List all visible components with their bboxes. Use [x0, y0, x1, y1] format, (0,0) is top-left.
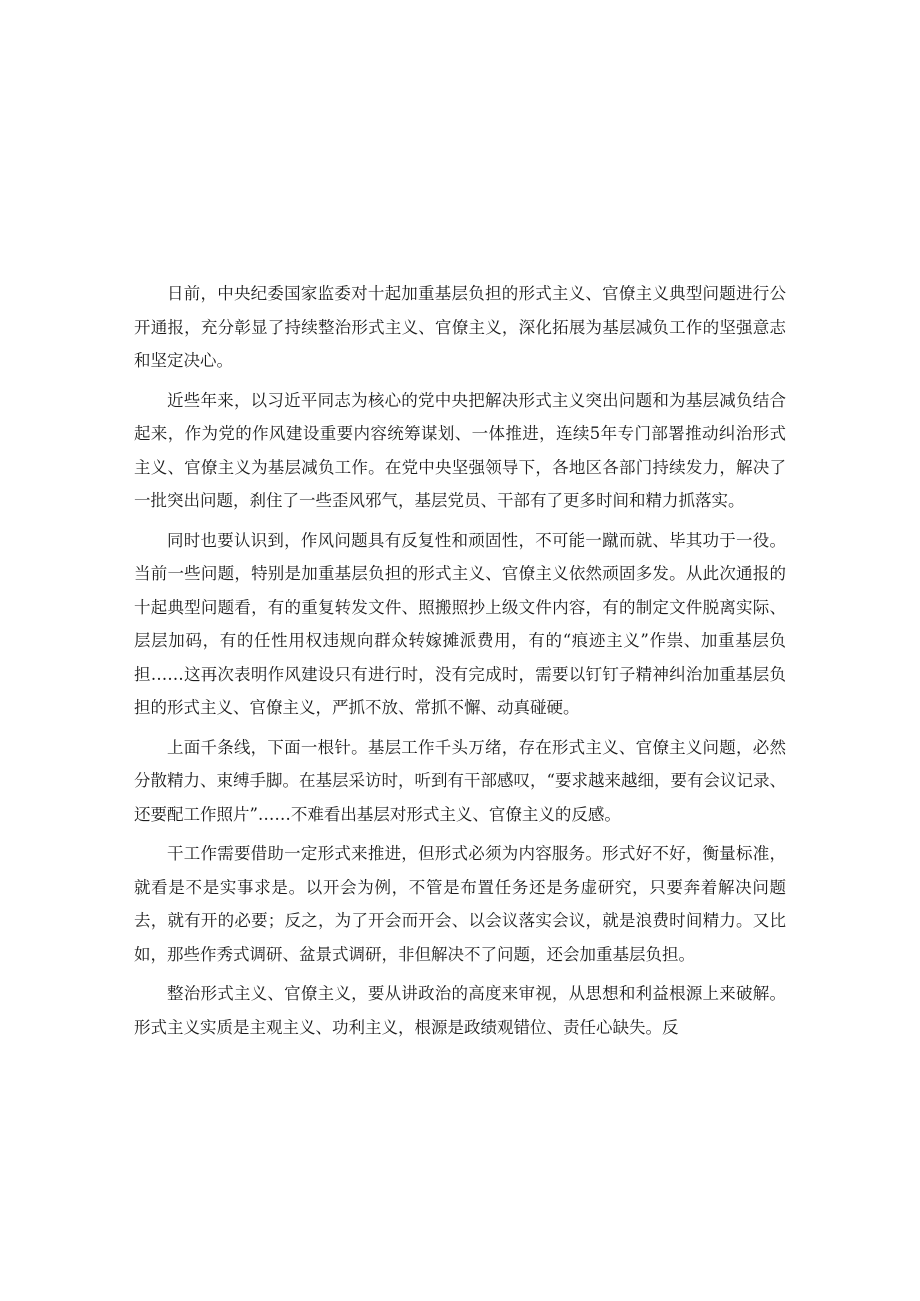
- paragraph-1: 日前，中央纪委国家监委对十起加重基层负担的形式主义、官僚主义典型问题进行公开通报，充分彰显了持续整治形式主义、官僚主义，深化拓展为基层减负工作的坚强意志和坚定决心。: [134, 284, 786, 370]
- paragraph-6: 整治形式主义、官僚主义，要从讲政治的高度来审视，从思想和利益根源上来破解。形式主义实质是主观主义、功利主义，根源是政绩观错位、责任心缺失。反: [134, 984, 786, 1037]
- document-body: [134, 277, 786, 1050]
- paragraph-4: 上面千条线，下面一根针。基层工作千头万绪，存在形式主义、官僚主义问题，必然分散精力、束缚手脚。在基层采访时，听到有干部感叹，“要求越来越细，要有会议记录、还要配工作照片”……不难看出基层对形式主义、官僚主义的反感。: [134, 737, 786, 824]
- paragraph-5: 干工作需要借助一定形式来推进，但形式必须为内容服务。形式好不好，衡量标准，就看是不是实事求是。以开会为例，不管是布置任务还是务虚研究，只要奔着解决问题去，就有开的必要；反之，为了开会而开会、以会议落实会议，就是浪费时间精力。又比如，那些作秀式调研、盆景式调研，非但解决不了问题，还会加重基层负担。: [134, 844, 786, 964]
- paragraph-2: 近些年来，以习近平同志为核心的党中央把解决形式主义突出问题和为基层减负结合起来，作为党的作风建设重要内容统筹谋划、一体推进，连续5年专门部署推动纠治形式主义、官僚主义为基层减负工作。在党中央坚强领导下，各地区各部门持续发力，解决了一批突出问题，刹住了一些歪风邪气，基层党员、干部有了更多时间和精力抓落实。: [134, 390, 786, 510]
- paragraph-3: 同时也要认识到，作风问题具有反复性和顽固性，不可能一蹴而就、毕其功于一役。当前一些问题，特别是加重基层负担的形式主义、官僚主义依然顽固多发。从此次通报的十起典型问题看，有的重复转发文件、照搬照抄上级文件内容，有的制定文件脱离实际、层层加码，有的任性用权违规向群众转嫁摊派费用，有的“痕迹主义”作祟、加重基层负担……这再次表明作风建设只有进行时，没有完成时，需要以钉钉子精神纠治加重基层负担的形式主义、官僚主义，严抓不放、常抓不懈、动真碰硬。: [134, 530, 786, 717]
